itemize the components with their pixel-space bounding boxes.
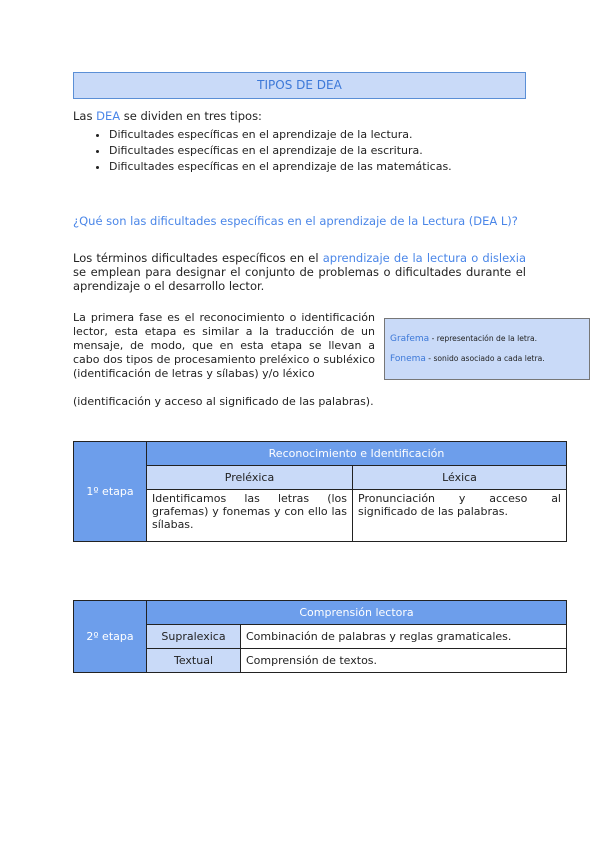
cell-lexica: Pronunciación y acceso al significado de las palabras. — [353, 490, 567, 542]
row-text-supralexica: Combinación de palabras y reglas gramaticales. — [241, 625, 567, 649]
phase-paragraph-end: (identificación y acceso al significado de las palabras). — [73, 395, 374, 408]
col-prelexica: Preléxica — [147, 466, 353, 490]
stage-2-table — [73, 600, 567, 673]
list-item: • Dificultades específicas en el aprendizaje de las matemáticas. — [109, 159, 452, 175]
definition-grafema: Grafema - representación de la letra. — [390, 334, 538, 344]
row-text-textual: Comprensión de textos. — [241, 649, 567, 673]
stage-1-table — [73, 441, 567, 542]
cell-prelexica: Identificamos las letras (los grafemas) y fonemas y con ello las sílabas. — [147, 490, 353, 542]
definition-paragraph: Los términos dificultades específicos en el aprendizaje de la lectura o dislexia se emplean para designar el conjunto de problemas o dificultades durante el aprendizaje o el desarrollo lector. — [73, 251, 527, 293]
stage-1-label: 1º etapa — [74, 442, 147, 542]
table2-header: Comprensión lectora — [147, 601, 567, 625]
intro-text: Las DEA se dividen en tres tipos: — [73, 109, 262, 123]
row-label-supralexica: Supralexica — [147, 625, 241, 649]
dislexia-link[interactable]: aprendizaje de la lectura o dislexia — [322, 251, 527, 265]
phase-paragraph: La primera fase es el reconocimiento o identificación lector, esta etapa es similar a la traducción de un mensaje, de modo, que en esta etapa se llevan a cabo dos tipos de procesamiento preléxico o subléxico (identificación de letras y sílabas) y/o léxico — [73, 311, 375, 380]
dea-link[interactable]: DEA — [96, 109, 121, 123]
types-list — [73, 127, 452, 175]
question-heading: ¿Qué son las dificultades específicas en el aprendizaje de la Lectura (DEA L)? — [73, 214, 518, 228]
list-item: • Dificultades específicas en el aprendizaje de la escritura. — [109, 143, 452, 159]
section-title: TIPOS DE DEA — [73, 72, 526, 99]
col-lexica: Léxica — [353, 466, 567, 490]
row-label-textual: Textual — [147, 649, 241, 673]
definition-fonema: Fonema - sonido asociado a cada letra. — [390, 354, 545, 364]
stage-2-label: 2º etapa — [74, 601, 147, 673]
table1-header: Reconocimiento e Identificación — [147, 442, 567, 466]
list-item: • Dificultades específicas en el aprendizaje de la lectura. — [109, 127, 452, 143]
definitions-box — [384, 318, 590, 380]
